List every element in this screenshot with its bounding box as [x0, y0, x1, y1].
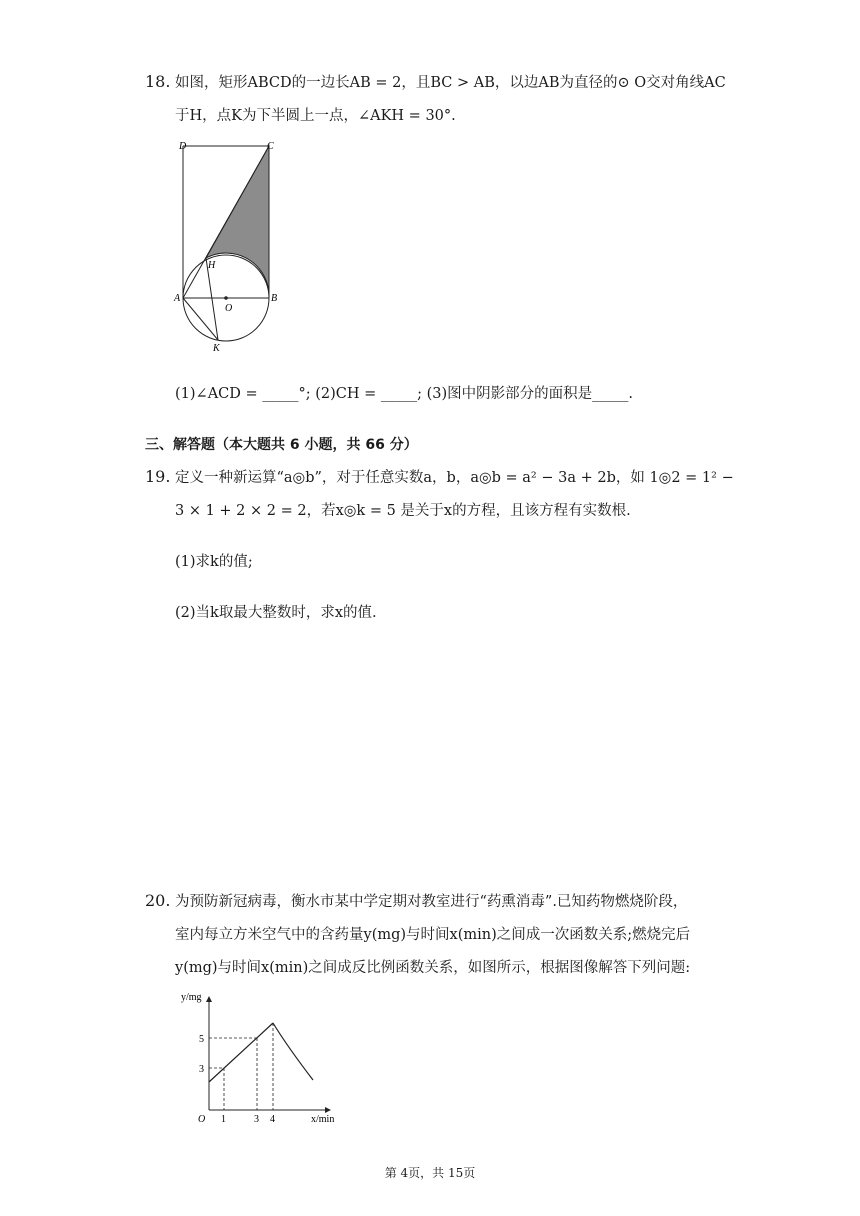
question-number: 19.: [145, 467, 171, 486]
x-axis-label: x/min: [311, 1114, 335, 1125]
question-19: [145, 467, 170, 488]
q18-text-line1: 如图，矩形ABCD的一边长AB = 2，且BC > AB，以边AB为直径的⊙ O交对角线AC: [175, 75, 726, 91]
label-a: A: [174, 293, 181, 304]
label-o: O: [225, 303, 233, 314]
x-tick-1: 1: [221, 1114, 226, 1125]
x-tick-4: 4: [270, 1114, 275, 1125]
y-tick-3: 3: [199, 1064, 204, 1075]
question-number: 20.: [145, 891, 171, 910]
q18-text-line2: 于H，点K为下半圆上一点，∠AKH = 30°.: [175, 108, 456, 124]
origin-label: O: [198, 1114, 206, 1125]
label-k: K: [213, 343, 220, 354]
section-heading: 三、解答题（本大题共 6 小题，共 66 分）: [145, 437, 418, 453]
q20-text-line2: 室内每立方米空气中的含药量y(mg)与时间x(min)之间成一次函数关系;燃烧完后: [175, 927, 691, 943]
question-18: [145, 72, 170, 93]
question-20: [145, 891, 170, 912]
q18-geometry-figure: [170, 132, 290, 357]
label-b: B: [271, 293, 278, 304]
label-h: H: [208, 260, 216, 271]
q20-function-graph: [175, 988, 345, 1128]
q19-text-line2: 3 × 1 + 2 × 2 = 2，若x◎k = 5 是关于x的方程，且该方程有实数根.: [175, 503, 631, 519]
label-d: D: [179, 141, 187, 152]
x-tick-3: 3: [254, 1114, 259, 1125]
q20-text-line3: y(mg)与时间x(min)之间成反比例函数关系，如图所示，根据图像解答下列问题:: [175, 960, 691, 976]
y-tick-5: 5: [199, 1034, 204, 1045]
q19-text-line1: 定义一种新运算“a◎b”，对于任意实数a，b，a◎b = a² − 3a + 2b，如 1◎2 = 1² −: [175, 470, 734, 486]
q18-answer-blanks: (1)∠ACD = _____°; (2)CH = _____; (3)图中阴影部分的面积是_____.: [175, 386, 634, 402]
linear-segment: [209, 1023, 273, 1082]
question-number: 18.: [145, 72, 171, 91]
q20-text-line1: 为预防新冠病毒，衡水市某中学定期对教室进行“药熏消毒”.已知药物燃烧阶段，: [175, 894, 688, 910]
shaded-region: [206, 146, 269, 298]
label-c: C: [267, 141, 274, 152]
q19-part-2: (2)当k取最大整数时，求x的值.: [175, 605, 377, 621]
page-footer: 第 4页，共 15页: [384, 1166, 476, 1180]
y-axis-label: y/mg: [181, 992, 202, 1003]
inverse-curve: [273, 1023, 313, 1080]
q19-part-1: (1)求k的值;: [175, 554, 253, 570]
